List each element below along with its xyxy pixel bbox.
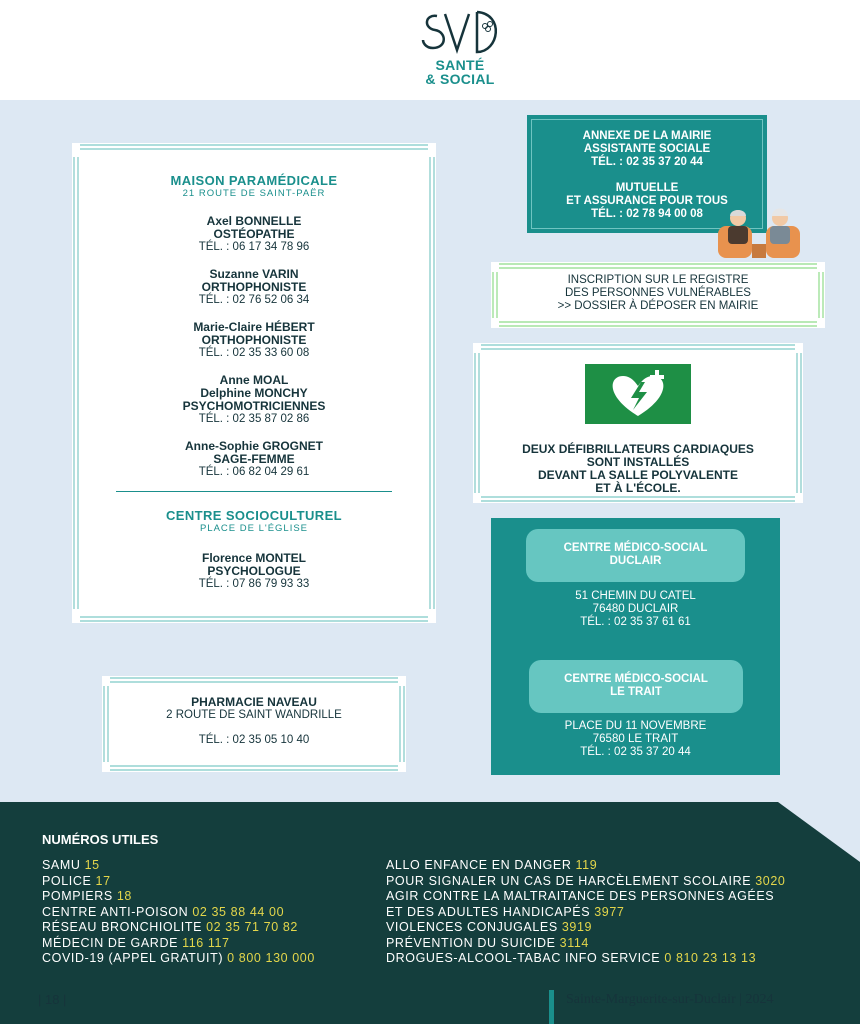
pharmacie-card [102, 676, 406, 772]
practitioner-name: Anne-Sophie GROGNET [185, 439, 323, 453]
practitioner-entry [72, 215, 436, 254]
annexe-tel2: TÉL. : 02 78 94 00 08 [591, 208, 703, 220]
cms-duclair-label [526, 529, 745, 582]
numero-item: POLICE 17 [42, 873, 111, 888]
inscription-line3: >> DOSSIER À DÉPOSER EN MAIRIE [557, 300, 759, 312]
practitioner-name-2: Delphine MONCHY [200, 386, 308, 400]
practitioner-entry [72, 321, 436, 360]
logo-line1: SANTÉ [435, 57, 485, 73]
cms-duclair-addr1: 51 CHEMIN DU CATEL [575, 590, 696, 602]
practitioner-entry [72, 374, 436, 426]
cms-letrait-title1: CENTRE MÉDICO-SOCIAL [564, 673, 708, 685]
practitioner-entry [72, 440, 436, 479]
defib-line2: SONT INSTALLÉS [586, 455, 690, 469]
cms-letrait-title2: LE TRAIT [610, 686, 662, 698]
numeros-right-column [386, 858, 785, 967]
numeros-utiles-section [0, 802, 860, 1024]
logo-line2: & SOCIAL [425, 71, 495, 87]
practitioner-name: Anne MOAL [219, 373, 289, 387]
cms-letrait-label [529, 660, 743, 713]
socioculturel-title: CENTRE SOCIOCULTUREL [165, 508, 343, 523]
sante-social-logo [410, 6, 510, 92]
annexe-line2: ASSISTANTE SOCIALE [583, 143, 711, 155]
numero-item: COVID-19 (APPEL GRATUIT) 0 800 130 000 [42, 951, 315, 965]
numero-item: PRÉVENTION DU SUICIDE 3114 [386, 935, 589, 950]
maison-paramedicale-card [72, 143, 436, 623]
numero-item: CENTRE ANTI-POISON 02 35 88 44 00 [42, 904, 285, 919]
numero-item: ET DES ADULTES HANDICAPÉS 3977 [386, 904, 625, 919]
cms-letrait-addr2: 76580 LE TRAIT [592, 733, 679, 745]
numero-item: VIOLENCES CONJUGALES 3919 [386, 920, 593, 934]
numero-item: AGIR CONTRE LA MALTRAITANCE DES PERSONNES AGÉES [386, 889, 775, 903]
maison-title: MAISON PARAMÉDICALE [170, 173, 338, 188]
psychologue-name: Florence MONTEL [201, 551, 306, 565]
logo-monogram-icon [415, 6, 505, 58]
numero-item: ALLO ENFANCE EN DANGER 119 [386, 858, 598, 872]
practitioner-tel: TÉL. : 06 82 04 29 61 [198, 466, 310, 478]
numero-item: POMPIERS 18 [42, 889, 132, 903]
practitioner-tel: TÉL. : 02 35 33 60 08 [198, 347, 310, 359]
practitioner-role: ORTHOPHONISTE [201, 280, 307, 294]
pharmacie-address: 2 ROUTE DE SAINT WANDRILLE [166, 709, 342, 721]
practitioner-name: Suzanne VARIN [209, 267, 299, 281]
cms-duclair-tel: TÉL. : 02 35 37 61 61 [580, 616, 691, 628]
numero-item: SAMU 15 [42, 858, 100, 872]
practitioner-role: ORTHOPHONISTE [201, 333, 307, 347]
annexe-line1: ANNEXE DE LA MAIRIE [582, 130, 712, 142]
numeros-left-column [42, 858, 315, 967]
defib-line4: ET À L'ÉCOLE. [595, 481, 681, 495]
practitioner-tel: TÉL. : 02 76 52 06 34 [198, 294, 310, 306]
annexe-line3: MUTUELLE [615, 182, 679, 194]
pharmacie-tel: TÉL. : 02 35 05 10 40 [198, 734, 310, 746]
practitioner-entry [72, 268, 436, 307]
annexe-tel1: TÉL. : 02 35 37 20 44 [591, 156, 703, 168]
practitioner-role: SAGE-FEMME [213, 452, 295, 466]
defibrillator-sign-icon [585, 364, 691, 424]
numero-item: RÉSEAU BRONCHIOLITE 02 35 71 70 82 [42, 920, 298, 934]
annexe-line4: ET ASSURANCE POUR TOUS [566, 195, 728, 207]
inscription-line2: DES PERSONNES VULNÉRABLES [565, 287, 751, 299]
numeros-utiles-title: NUMÉROS UTILES [42, 832, 159, 847]
numero-item: DROGUES-ALCOOL-TABAC INFO SERVICE 0 810 23 13 13 [386, 951, 757, 965]
cms-letrait-tel: TÉL. : 02 35 37 20 44 [580, 746, 691, 758]
socioculturel-address: PLACE DE L'ÉGLISE [199, 523, 309, 534]
numero-item: POUR SIGNALER UN CAS DE HARCÈLEMENT SCOLAIRE 3020 [386, 873, 786, 888]
inscription-registre-card [491, 262, 825, 328]
cms-duclair-title1: CENTRE MÉDICO-SOCIAL [563, 542, 708, 554]
section-divider [116, 491, 392, 492]
publication-footer: Sainte-Marguerite-sur-Duclair | 2024 [566, 992, 774, 1007]
elderly-couple-illustration-icon [716, 204, 804, 262]
maison-address: 21 ROUTE DE SAINT-PAËR [182, 188, 326, 199]
practitioner-role: PSYCHOMOTRICIENNES [182, 399, 326, 413]
practitioner-tel: TÉL. : 02 35 87 02 86 [198, 413, 310, 425]
psychologue-tel: TÉL. : 07 86 79 93 33 [198, 578, 310, 590]
practitioner-role: OSTÉOPATHE [213, 227, 295, 241]
practitioner-name: Marie-Claire HÉBERT [193, 320, 315, 334]
pharmacie-name: PHARMACIE NAVEAU [191, 695, 317, 709]
page-footer-bar [549, 990, 554, 1024]
defibrillateur-card [473, 343, 803, 503]
header [0, 0, 860, 100]
inscription-line1: INSCRIPTION SUR LE REGISTRE [567, 274, 749, 286]
cms-duclair-addr2: 76480 DUCLAIR [592, 603, 679, 615]
page-number: | 18 | [38, 992, 67, 1007]
practitioner-tel: TÉL. : 06 17 34 78 96 [198, 241, 310, 253]
defib-line3: DEVANT LA SALLE POLYVALENTE [537, 468, 738, 482]
numero-item: MÉDECIN DE GARDE 116 117 [42, 935, 230, 950]
practitioner-name: Axel BONNELLE [206, 214, 302, 228]
corner-decoration-icon [778, 802, 860, 862]
defib-line1: DEUX DÉFIBRILLATEURS CARDIAQUES [522, 442, 754, 456]
cms-duclair-title2: DUCLAIR [609, 555, 662, 567]
psychologue-role: PSYCHOLOGUE [207, 564, 301, 578]
cms-letrait-addr1: PLACE DU 11 NOVEMBRE [564, 720, 707, 732]
centres-medico-sociaux-box [491, 518, 780, 775]
